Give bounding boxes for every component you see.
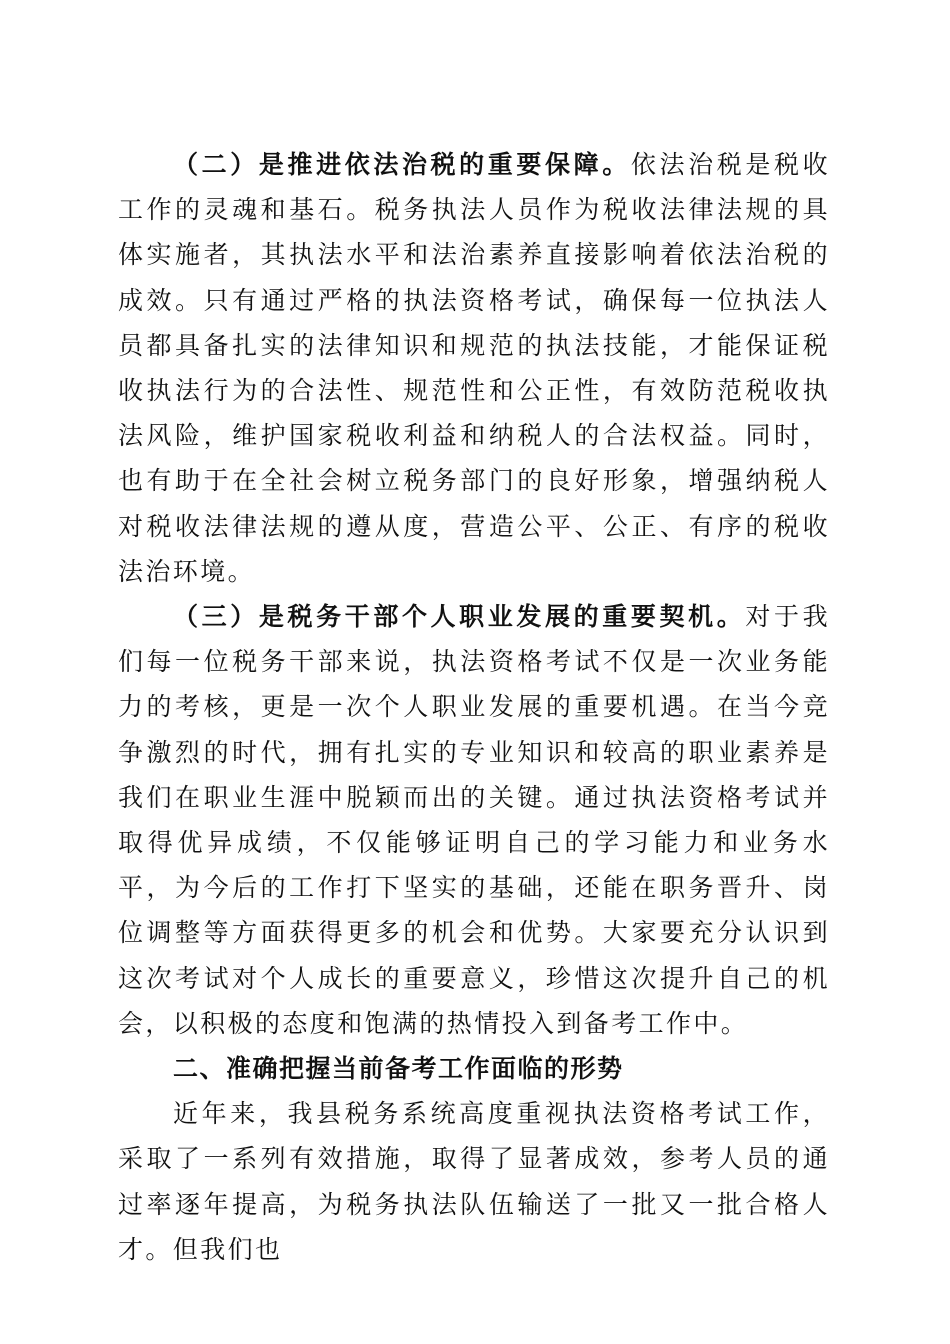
document-body [118, 142, 830, 1272]
paragraph-lead: （三）是税务干部个人职业发展的重要契机。 [173, 602, 746, 632]
paragraph-body: 依法治税是税收工作的灵魂和基石。税务执法人员作为税收法律法规的具体实施者，其执法水平和法治素养直接影响着依法治税的成效。只有通过严格的执法资格考试，确保每一位执法人员都具备扎实的法律知识和规范的执法技能，才能保证税收执法行为的合法性、规范性和公正性，有效防范税收执法风险，维护国家税收利益和纳税人的合法权益。同时，也有助于在全社会树立税务部门的良好形象，增强纳税人对税收法律法规的遵从度，营造公平、公正、有序的税收法治环境。 [118, 150, 830, 586]
paragraph-lead: （二）是推进依法治税的重要保障。 [173, 150, 631, 179]
paragraph-current-situation [118, 1091, 830, 1272]
paragraph-body: 对于我们每一位税务干部来说，执法资格考试不仅是一次业务能力的考核，更是一次个人职业发展的重要机遇。在当今竞争激烈的时代，拥有扎实的专业知识和较高的职业素养是我们在职业生涯中脱颖而出的关键。通过执法资格考试并取得优异成绩，不仅能够证明自己的学习能力和业务水平，为今后的工作打下坚实的基础，还能在职务晋升、岗位调整等方面获得更多的机会和优势。大家要充分认识到这次考试对个人成长的重要意义，珍惜这次提升自己的机会，以积极的态度和饱满的热情投入到备考工作中。 [118, 602, 830, 1038]
paragraph-legal-guarantee [118, 142, 830, 594]
section-heading: 二、准确把握当前备考工作面临的形势 [173, 1054, 624, 1084]
paragraph-body: 近年来，我县税务系统高度重视执法资格考试工作，采取了一系列有效措施，取得了显著成效，参考人员的通过率逐年提高，为税务执法队伍输送了一批又一批合格人才。但我们也 [118, 1099, 830, 1264]
paragraph-career-development [118, 594, 830, 1046]
